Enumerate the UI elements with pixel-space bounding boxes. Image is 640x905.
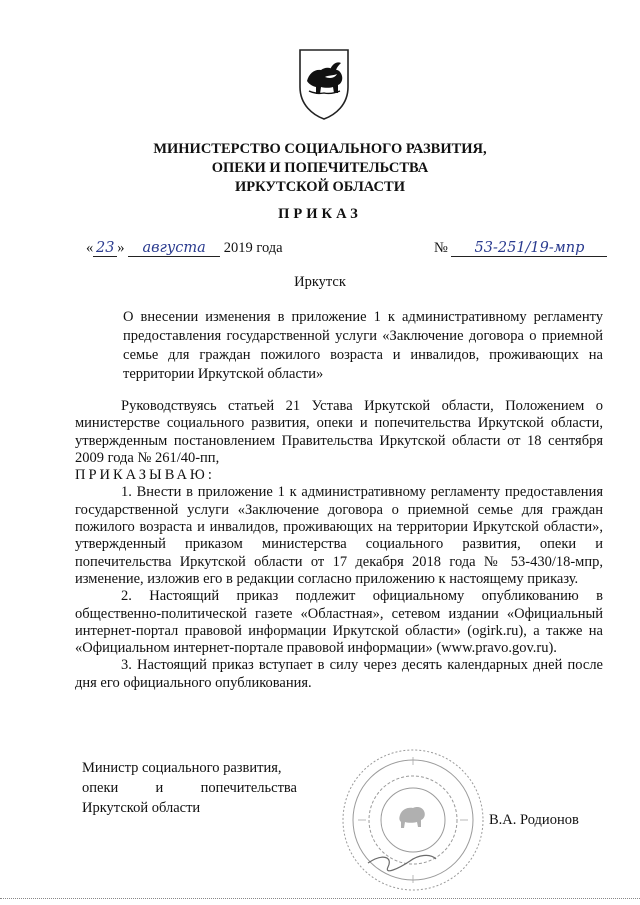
- position-line: [82, 778, 297, 798]
- ministry-line: ОПЕКИ И ПОПЕЧИТЕЛЬСТВА: [211, 160, 429, 176]
- ministry-line: МИНИСТЕРСТВО СОЦИАЛЬНОГО РАЗВИТИЯ,: [153, 141, 487, 157]
- ministry-line: ИРКУТСКОЙ ОБЛАСТИ: [235, 179, 405, 195]
- position-line: Министр социального развития,: [82, 760, 282, 776]
- order-date: [86, 240, 283, 257]
- order-number: [434, 240, 607, 257]
- order-subject: О внесении изменения в приложение 1 к административному регламенту предоставления государственной услуги «Заключение договора о приемной семье для граждан пожилого возраста и инвалидов, проживающих на территории Иркутской области»: [123, 309, 603, 382]
- signature-position: [82, 758, 297, 818]
- coat-of-arms-emblem-icon: [297, 47, 351, 121]
- position-word: опеки: [82, 780, 119, 796]
- preamble: Руководствуясь статьей 21 Устава Иркутской области, Положением о министерстве социального развития, опеки и попечительства Иркутской области, утвержденным постановлением Правительства Иркутской области от 18 сентября 2009 года № 261/40-пп,: [75, 398, 603, 466]
- date-day: 23: [93, 240, 117, 257]
- position-word: попечительства: [200, 780, 297, 796]
- footer-rule: [0, 898, 640, 899]
- position-line: Иркутской области: [82, 800, 201, 816]
- quote-open: «: [86, 240, 94, 256]
- date-month: августа: [128, 240, 220, 257]
- number-sign: №: [434, 240, 448, 256]
- number-value: 53-251/19-мпр: [451, 240, 607, 257]
- order-word: ПРИКАЗЫВАЮ:: [75, 467, 215, 484]
- item-3: 3. Настоящий приказ вступает в силу через десять календарных дней после дня его официального опубликования.: [75, 657, 603, 691]
- item-2: 2. Настоящий приказ подлежит официальному опубликованию в общественно-политической газете «Областная», сетевом издании «Официальный интернет-портал правовой информации Иркутской области» (ogirk.ru), а также на «Официальном интернет-портале правовой информации» (www.pravo.gov.ru).: [75, 588, 603, 657]
- order-title: ПРИКАЗ: [278, 206, 362, 222]
- order-body: [75, 398, 603, 692]
- signer-name: В.А. Родионов: [489, 812, 579, 828]
- position-word: и: [155, 780, 164, 796]
- date-year: 2019 года: [223, 240, 283, 256]
- city: Иркутск: [294, 274, 346, 290]
- ministry-name: [0, 140, 640, 197]
- official-seal-icon: [338, 745, 488, 895]
- quote-close: »: [117, 240, 125, 256]
- item-1: 1. Внести в приложение 1 к административному регламенту предоставления государственной услуги «Заключение договора о приемной семье для граждан пожилого возраста и инвалидов, проживающих на территории Иркутской области», утвержденный приказом министерства социального развития, опеки и попечительства Иркутской области от 17 декабря 2018 года № 53-430/18-мпр, изменение, изложив его в редакции согласно приложению к настоящему приказу.: [75, 484, 603, 587]
